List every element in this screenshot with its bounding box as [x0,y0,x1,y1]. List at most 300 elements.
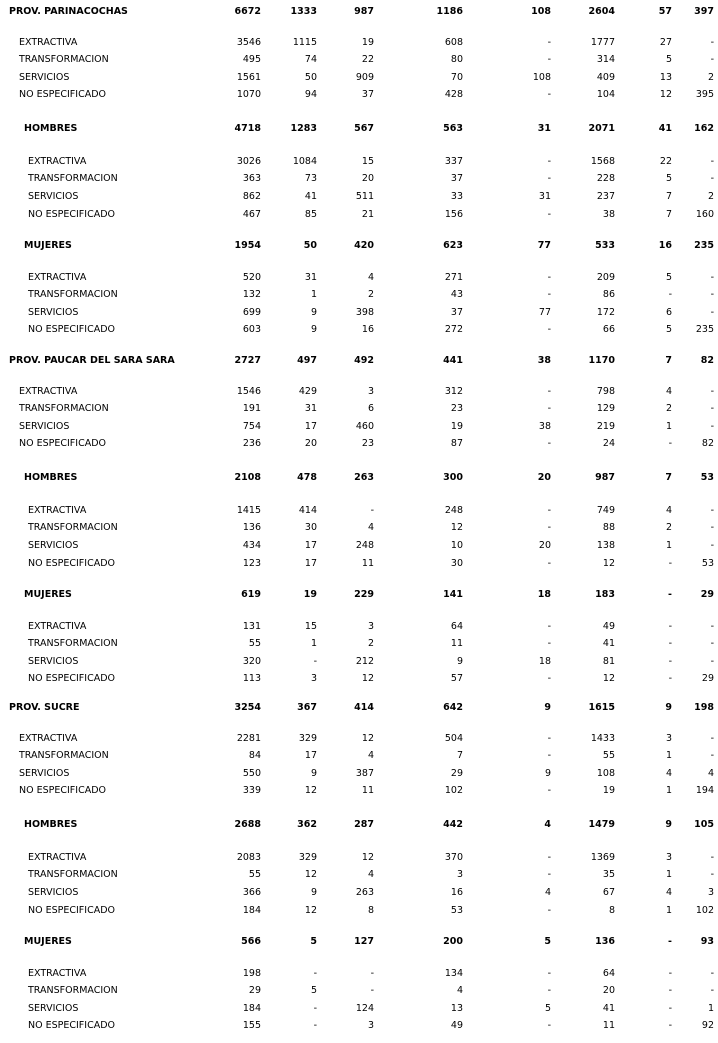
cell-value: 93 [700,936,714,947]
cell-value: 124 [355,1003,374,1014]
cell-value: 160 [695,209,714,220]
cell-value: 30 [304,522,317,533]
cell-value: - [710,733,714,744]
cell-value: 136 [595,936,615,947]
table-row [0,904,718,918]
cell-value: 3 [310,673,317,684]
cell-value: - [710,985,714,996]
cell-value: 237 [596,191,615,202]
row-label: MUJERES [24,936,72,947]
cell-value: 9 [310,307,317,318]
cell-value: 11 [450,638,463,649]
hombres-subtotal-row [0,122,718,136]
cell-value: 12 [602,558,615,569]
cell-value: 441 [443,355,463,366]
cell-value: 113 [242,673,261,684]
cell-value: 248 [444,505,463,516]
row-label: MUJERES [24,589,72,600]
cell-value: 20 [538,540,551,551]
cell-value: - [547,324,551,335]
cell-value: 533 [595,240,615,251]
province-header-row [0,701,718,715]
row-label: NO ESPECIFICADO [19,785,106,796]
table-row [0,539,718,553]
cell-value: - [547,750,551,761]
cell-value: 398 [355,307,374,318]
cell-value: 88 [602,522,615,533]
row-label: EXTRACTIVA [19,733,78,744]
cell-value: 37 [450,173,463,184]
cell-value: 27 [659,37,672,48]
cell-value: 366 [242,887,261,898]
cell-value: 84 [248,750,261,761]
cell-value: 862 [242,191,261,202]
cell-value: 12 [361,673,374,684]
table-row [0,36,718,50]
table-row [0,557,718,571]
row-label: NO ESPECIFICADO [28,209,115,220]
cell-value: 228 [596,173,615,184]
cell-value: 1070 [236,89,261,100]
row-label: TRANSFORMACION [19,54,109,65]
cell-value: - [710,289,714,300]
cell-value: 9 [310,887,317,898]
cell-value: 5 [665,173,672,184]
cell-value: 50 [303,240,317,251]
cell-value: 504 [444,733,463,744]
cell-value: 15 [361,156,374,167]
cell-value: - [547,438,551,449]
cell-value: 603 [242,324,261,335]
cell-value: - [547,37,551,48]
cell-value: 5 [665,324,672,335]
cell-value: - [710,638,714,649]
cell-value: 212 [355,656,374,667]
cell-value: 19 [450,421,463,432]
cell-value: 57 [450,673,463,684]
cell-value: 236 [242,438,261,449]
cell-value: 1 [310,638,317,649]
table-row [0,1002,718,1016]
table-row [0,190,718,204]
cell-value: - [668,1020,672,1031]
cell-value: 191 [242,403,261,414]
cell-value: 9 [456,656,463,667]
row-label: PROV. SUCRE [9,702,80,713]
row-label: SERVICIOS [28,191,79,202]
cell-value: 20 [602,985,615,996]
row-label: EXTRACTIVA [28,505,87,516]
cell-value: - [547,673,551,684]
cell-value: 5 [310,985,317,996]
table-row [0,784,718,798]
cell-value: 9 [544,768,551,779]
cell-value: - [710,540,714,551]
cell-value: 43 [450,289,463,300]
cell-value: 3 [367,621,374,632]
cell-value: 1084 [292,156,317,167]
row-label: TRANSFORMACION [28,985,118,996]
table-row [0,402,718,416]
cell-value: 4 [665,887,672,898]
cell-value: 563 [443,123,463,134]
cell-value: 12 [450,522,463,533]
cell-value: - [547,272,551,283]
cell-value: 3 [665,733,672,744]
cell-value: 183 [595,589,615,600]
cell-value: 38 [602,209,615,220]
cell-value: 123 [242,558,261,569]
cell-value: 38 [538,421,551,432]
row-label: TRANSFORMACION [19,750,109,761]
cell-value: - [547,209,551,220]
table-row [0,71,718,85]
row-label: NO ESPECIFICADO [28,673,115,684]
cell-value: 29 [701,673,714,684]
cell-value: 367 [297,702,317,713]
cell-value: 2 [367,638,374,649]
table-row [0,1019,718,1033]
row-label: SERVICIOS [19,72,70,83]
cell-value: 87 [450,438,463,449]
cell-value: 1 [665,750,672,761]
row-label: SERVICIOS [19,421,70,432]
cell-value: 50 [304,72,317,83]
table-row [0,385,718,399]
cell-value: 22 [361,54,374,65]
cell-value: 156 [444,209,463,220]
table-row [0,271,718,285]
cell-value: - [547,985,551,996]
cell-value: 11 [361,558,374,569]
cell-value: 263 [354,472,374,483]
cell-value: 3 [367,1020,374,1031]
cell-value: 33 [450,191,463,202]
table-row [0,306,718,320]
cell-value: - [668,558,672,569]
cell-value: 339 [242,785,261,796]
mujeres-subtotal-row [0,239,718,253]
cell-value: - [313,968,317,979]
cell-value: 57 [658,6,672,17]
cell-value: - [313,1020,317,1031]
cell-value: 987 [595,472,615,483]
cell-value: 8 [367,905,374,916]
cell-value: 66 [602,324,615,335]
cell-value: 92 [701,1020,714,1031]
province-header-row [0,5,718,19]
cell-value: 287 [354,819,374,830]
cell-value: - [547,968,551,979]
cell-value: 3 [707,887,714,898]
cell-value: 567 [354,123,374,134]
cell-value: - [668,968,672,979]
cell-value: 6 [367,403,374,414]
row-label: EXTRACTIVA [19,37,78,48]
cell-value: 12 [361,852,374,863]
table-row [0,767,718,781]
cell-value: 209 [596,272,615,283]
cell-value: 82 [701,438,714,449]
cell-value: 30 [450,558,463,569]
cell-value: 409 [596,72,615,83]
cell-value: 312 [444,386,463,397]
cell-value: 5 [665,54,672,65]
cell-value: 414 [298,505,317,516]
cell-value: 11 [361,785,374,796]
cell-value: 162 [694,123,714,134]
cell-value: 20 [361,173,374,184]
cell-value: - [547,785,551,796]
row-label: HOMBRES [24,472,78,483]
cell-value: 17 [304,750,317,761]
cell-value: 9 [310,324,317,335]
cell-value: - [668,289,672,300]
table-row [0,323,718,337]
cell-value: 1568 [590,156,615,167]
row-label: NO ESPECIFICADO [28,905,115,916]
table-row [0,504,718,518]
cell-value: 2 [665,522,672,533]
table-row [0,732,718,746]
cell-value: - [668,438,672,449]
cell-value: 5 [310,936,317,947]
cell-value: 4 [367,869,374,880]
cell-value: 428 [444,89,463,100]
cell-value: 619 [241,589,261,600]
cell-value: - [547,733,551,744]
cell-value: 108 [596,768,615,779]
cell-value: 1 [665,785,672,796]
cell-value: 77 [537,240,551,251]
cell-value: 987 [354,6,374,17]
row-label: NO ESPECIFICADO [28,558,115,569]
row-label: NO ESPECIFICADO [19,89,106,100]
cell-value: 2 [665,403,672,414]
cell-value: 38 [537,355,551,366]
cell-value: 397 [694,6,714,17]
cell-value: - [370,505,374,516]
cell-value: 442 [443,819,463,830]
cell-value: 1954 [234,240,261,251]
row-label: NO ESPECIFICADO [19,438,106,449]
cell-value: 314 [596,54,615,65]
table-row [0,88,718,102]
cell-value: 108 [532,72,551,83]
cell-value: 497 [297,355,317,366]
cell-value: 362 [297,819,317,830]
cell-value: 108 [531,6,551,17]
cell-value: 1415 [236,505,261,516]
cell-value: 467 [242,209,261,220]
row-label: EXTRACTIVA [19,386,78,397]
cell-value: - [547,173,551,184]
cell-value: 4718 [234,123,261,134]
cell-value: - [710,621,714,632]
mujeres-subtotal-row [0,588,718,602]
row-label: TRANSFORMACION [28,638,118,649]
cell-value: 3 [665,852,672,863]
row-label: TRANSFORMACION [19,403,109,414]
cell-value: 12 [304,869,317,880]
cell-value: 3 [367,386,374,397]
cell-value: 49 [602,621,615,632]
cell-value: 31 [304,272,317,283]
cell-value: - [710,386,714,397]
table-row [0,967,718,981]
cell-value: 2083 [236,852,261,863]
cell-value: - [547,386,551,397]
cell-value: 129 [596,403,615,414]
cell-value: - [668,985,672,996]
cell-value: 4 [367,272,374,283]
cell-value: 300 [443,472,463,483]
cell-value: 395 [695,89,714,100]
table-row [0,984,718,998]
cell-value: 127 [354,936,374,947]
cell-value: 8 [608,905,615,916]
cell-value: 15 [304,621,317,632]
cell-value: - [710,750,714,761]
cell-value: - [547,905,551,916]
cell-value: 1369 [590,852,615,863]
cell-value: 642 [443,702,463,713]
cell-value: 520 [242,272,261,283]
table-row [0,851,718,865]
cell-value: 12 [602,673,615,684]
cell-value: 12 [659,89,672,100]
table-row [0,172,718,186]
cell-value: 13 [450,1003,463,1014]
mujeres-subtotal-row [0,935,718,949]
cell-value: 24 [602,438,615,449]
cell-value: 64 [450,621,463,632]
cell-value: 623 [443,240,463,251]
table-row [0,620,718,634]
cell-value: 16 [450,887,463,898]
cell-value: - [668,621,672,632]
cell-value: 198 [694,702,714,713]
cell-value: - [547,156,551,167]
cell-value: - [668,1003,672,1014]
cell-value: 18 [537,589,551,600]
cell-value: 19 [361,37,374,48]
cell-value: 2 [707,191,714,202]
row-label: PROV. PAUCAR DEL SARA SARA [9,355,175,366]
cell-value: 74 [304,54,317,65]
cell-value: 2 [707,72,714,83]
cell-value: 16 [658,240,672,251]
row-label: TRANSFORMACION [28,173,118,184]
cell-value: 4 [367,522,374,533]
cell-value: - [710,852,714,863]
table-row [0,672,718,686]
cell-value: 1186 [436,6,463,17]
cell-value: 5 [665,272,672,283]
cell-value: 17 [304,540,317,551]
cell-value: 37 [361,89,374,100]
cell-value: 566 [241,936,261,947]
cell-value: 70 [450,72,463,83]
cell-value: 4 [665,505,672,516]
table-row [0,886,718,900]
cell-value: 1 [665,869,672,880]
cell-value: - [710,307,714,318]
cell-value: 1 [665,421,672,432]
row-label: EXTRACTIVA [28,156,87,167]
cell-value: - [668,589,672,600]
cell-value: 478 [297,472,317,483]
cell-value: 41 [658,123,672,134]
cell-value: 41 [602,638,615,649]
cell-value: - [668,936,672,947]
cell-value: - [710,505,714,516]
cell-value: 3026 [236,156,261,167]
cell-value: 132 [242,289,261,300]
cell-value: 420 [354,240,374,251]
cell-value: 1 [665,905,672,916]
cell-value: 2108 [234,472,261,483]
cell-value: 363 [242,173,261,184]
cell-value: 41 [602,1003,615,1014]
cell-value: 7 [665,472,672,483]
hombres-subtotal-row [0,471,718,485]
cell-value: 134 [444,968,463,979]
cell-value: 1777 [590,37,615,48]
cell-value: 2 [367,289,374,300]
cell-value: 1479 [588,819,615,830]
cell-value: 329 [298,852,317,863]
table-row [0,288,718,302]
table-row [0,437,718,451]
cell-value: 2281 [236,733,261,744]
cell-value: 184 [242,905,261,916]
cell-value: 10 [450,540,463,551]
row-label: EXTRACTIVA [28,852,87,863]
cell-value: 104 [596,89,615,100]
cell-value: 2688 [234,819,261,830]
cell-value: 29 [700,589,714,600]
row-label: SERVICIOS [19,768,70,779]
table-row [0,868,718,882]
cell-value: 35 [602,869,615,880]
cell-value: 198 [242,968,261,979]
cell-value: 387 [355,768,374,779]
cell-value: 3254 [234,702,261,713]
cell-value: 138 [596,540,615,551]
cell-value: 1433 [590,733,615,744]
cell-value: 495 [242,54,261,65]
cell-value: 1 [665,540,672,551]
cell-value: 754 [242,421,261,432]
cell-value: 4 [544,887,551,898]
cell-value: 4 [456,985,463,996]
cell-value: 9 [665,819,672,830]
cell-value: - [710,37,714,48]
cell-value: 17 [304,558,317,569]
cell-value: 172 [596,307,615,318]
cell-value: - [370,968,374,979]
cell-value: 200 [443,936,463,947]
cell-value: 7 [665,191,672,202]
cell-value: - [710,421,714,432]
table-row [0,208,718,222]
cell-value: 23 [361,438,374,449]
cell-value: 81 [602,656,615,667]
cell-value: 2604 [588,6,615,17]
cell-value: - [710,869,714,880]
cell-value: 263 [355,887,374,898]
